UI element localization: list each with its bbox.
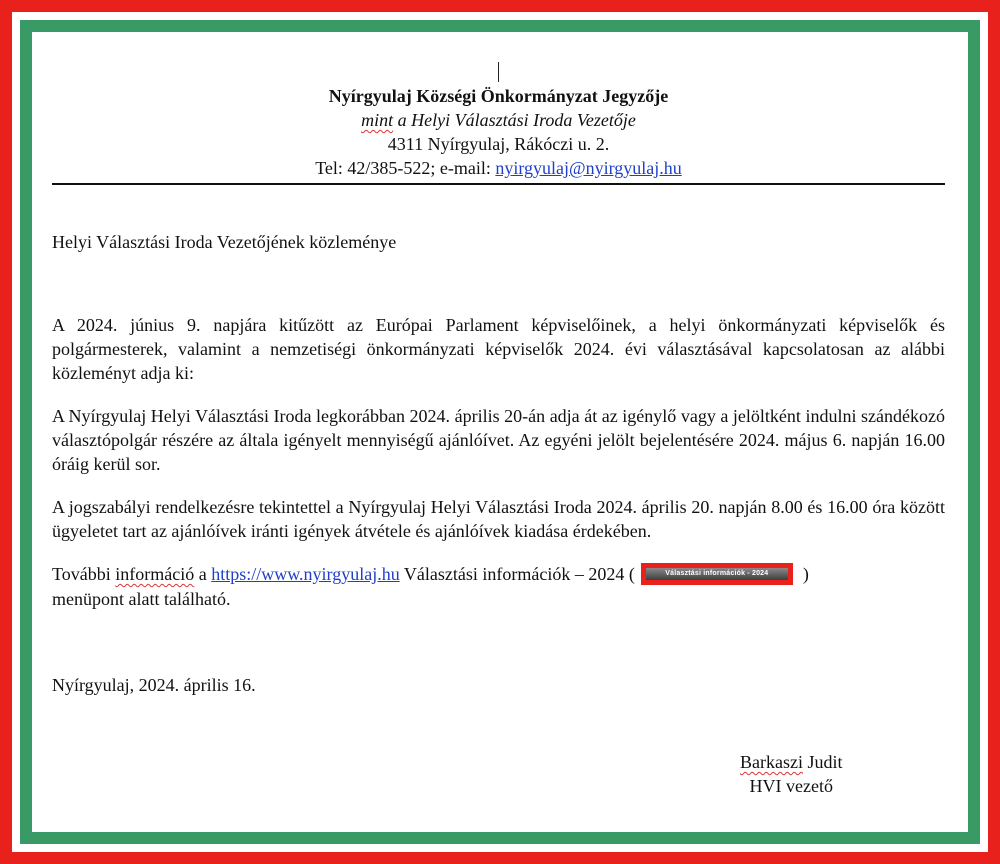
subtitle-rest: a Helyi Választási Iroda Vezetője xyxy=(393,110,636,130)
para4-info-word: információ xyxy=(115,564,195,584)
letterhead-address: 4311 Nyírgyulaj, Rákóczi u. 2. xyxy=(387,134,610,154)
paragraph-4 xyxy=(52,562,945,611)
signature-name xyxy=(740,750,843,774)
website-link[interactable]: https://www.nyirgyulaj.hu xyxy=(211,564,400,584)
paragraph-1: A 2024. június 9. napjára kitűzött az Európai Parlament képviselőinek, a helyi önkormányzati képviselők és polgármesterek, valamint a nemzetiségi önkormányzati képviselők 2024. évi választásával kapcsolatosan az alábbi közleményt adja ki: xyxy=(52,315,945,383)
paragraph-3: A jogszabályi rendelkezésre tekintettel a Nyírgyulaj Helyi Választási Iroda 2024. április 20. napján 8.00 és 16.00 óra között ügyeletet tart az ajánlóívek iránti igények átvétele és ajánlóívek kiadása érdekében. xyxy=(52,497,945,541)
election-info-button-image[interactable] xyxy=(641,563,793,585)
paragraph-2: A Nyírgyulaj Helyi Választási Iroda legkorábban 2024. április 20-án adja át az igénylő vagy a jelöltként indulni szándékozó választópolgár részére az általa igényelt mennyiségű ajánlóívet. Az egyéni jelölt bejelentésére 2024. május 6. napján 16.00 óráig kerül sor. xyxy=(52,406,945,474)
letterhead-subtitle xyxy=(52,108,945,132)
para4-lead: További xyxy=(52,564,116,584)
para4-a: a xyxy=(194,564,212,584)
para4-menu-text: Választási információk – 2024 ( xyxy=(399,564,635,584)
letterhead-title: Nyírgyulaj Községi Önkormányzat Jegyzője xyxy=(328,86,669,106)
contact-prefix: Tel: 42/385-522; e-mail: xyxy=(315,158,496,178)
subtitle-first-word: mint xyxy=(361,110,394,130)
paragraph-4-line-2: menüpont alatt található. xyxy=(52,588,231,609)
signature-role: HVI vezető xyxy=(749,776,833,796)
para4-close-paren: ) xyxy=(802,564,809,584)
signature-block xyxy=(740,750,843,798)
notice-heading: Helyi Választási Iroda Vezetőjének közleménye xyxy=(52,232,397,252)
text-cursor xyxy=(498,62,499,82)
date-line: Nyírgyulaj, 2024. április 16. xyxy=(52,675,256,695)
paragraph-4-line-1 xyxy=(52,562,945,587)
email-link[interactable]: nyirgyulaj@nyirgyulaj.hu xyxy=(495,158,682,178)
signature-given-name: Judit xyxy=(802,752,843,772)
letterhead xyxy=(52,84,945,180)
letterhead-contact xyxy=(52,156,945,180)
election-info-button-label: Választási információk - 2024 xyxy=(646,568,788,580)
header-divider xyxy=(52,183,945,185)
signature-surname: Barkaszi xyxy=(740,752,803,772)
